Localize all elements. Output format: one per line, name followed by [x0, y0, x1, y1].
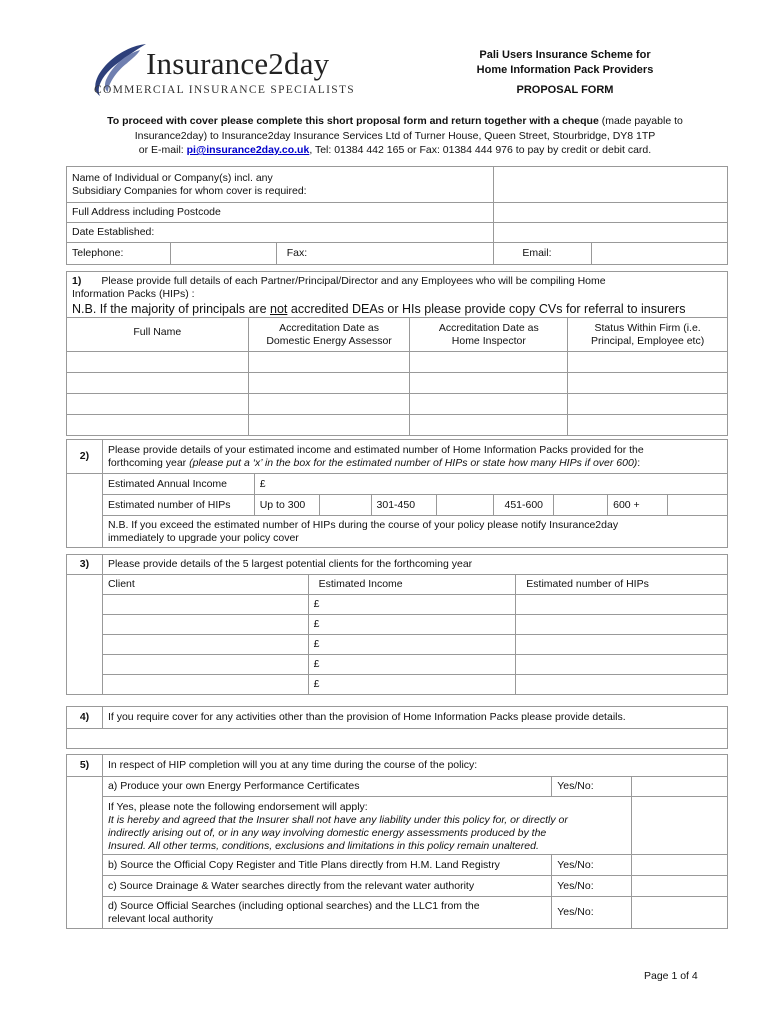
client-input[interactable] — [102, 635, 308, 655]
income-label: Estimated Annual Income — [102, 474, 254, 495]
spacer-cell — [67, 777, 103, 797]
yes-no-label: Yes/No: — [552, 897, 632, 929]
name-label-line1: Name of Individual or Company(s) incl. any — [72, 171, 273, 184]
col-status-line1: Status Within Firm (i.e. — [594, 322, 701, 334]
answer-b-input[interactable] — [632, 855, 728, 876]
fax-label: Fax: — [276, 243, 494, 265]
logo-tagline: COMMERCIAL INSURANCE SPECIALISTS — [94, 84, 355, 96]
section-2-number: 2) — [67, 440, 103, 474]
client-input[interactable] — [102, 655, 308, 675]
input-cell[interactable] — [410, 394, 568, 415]
table-row — [67, 373, 728, 394]
spacer-cell — [67, 655, 103, 675]
col-hi-line2: Home Inspector — [451, 335, 526, 347]
section-4-text: If you require cover for any activities other than the provision of Home Information Packs please provide details. — [102, 707, 727, 729]
section-3-text: Please provide details of the 5 largest potential clients for the forthcoming year — [102, 555, 727, 575]
table-row — [67, 415, 728, 436]
section-2-text-2-italic: (please put a ‘x’ in the box for the estimated number of HIPs or state how many HIPs if over 600) — [189, 456, 638, 469]
table-row — [67, 352, 728, 373]
hips-option-1-box[interactable] — [319, 495, 371, 516]
section-2-header — [102, 440, 727, 474]
name-label-line2: Subsidiary Companies for whom cover is required: — [72, 184, 307, 197]
input-cell[interactable] — [67, 373, 249, 394]
endorsement-blank — [632, 797, 728, 855]
col-estimated-hips: Estimated number of HIPs — [516, 575, 728, 595]
input-cell[interactable] — [568, 394, 728, 415]
col-estimated-income: Estimated Income — [308, 575, 516, 595]
col-full-name: Full Name — [67, 318, 249, 352]
hips-option-label: 301-450 — [371, 495, 437, 516]
col-client: Client — [102, 575, 308, 595]
question-d-line2: relevant local authority — [107, 912, 214, 925]
logo — [88, 40, 378, 102]
scheme-line-2: Home Information Pack Providers — [476, 64, 654, 76]
question-c: c) Source Drainage & Water searches directly from the relevant water authority — [102, 876, 551, 897]
details-table — [66, 166, 728, 265]
section-2-text-1: Please provide details of your estimated income and estimated number of Home Information Packs provided for the — [107, 443, 644, 456]
spacer-cell — [67, 495, 103, 516]
address-label: Full Address including Postcode — [67, 203, 494, 223]
table-row — [67, 635, 728, 655]
hips-option-3-box[interactable] — [554, 495, 608, 516]
question-d-line1: d) Source Official Searches (including optional searches) and the LLC1 from the — [107, 899, 480, 912]
section-2-nb-1: N.B. If you exceed the estimated number of HIPs during the course of your policy please notify Insurance2day — [107, 518, 619, 531]
client-input[interactable] — [102, 675, 308, 695]
name-label — [67, 167, 494, 203]
form-title: PROPOSAL FORM — [516, 84, 614, 96]
name-input[interactable] — [494, 167, 728, 203]
question-b: b) Source the Official Copy Register and Title Plans directly from H.M. Land Registry — [102, 855, 551, 876]
table-row — [67, 595, 728, 615]
income-input[interactable] — [254, 474, 727, 495]
hips-input[interactable] — [516, 655, 728, 675]
section-3-number: 3) — [67, 555, 103, 575]
spacer-cell — [67, 876, 103, 897]
email-input[interactable] — [592, 243, 728, 265]
spacer-cell — [67, 797, 103, 855]
table-row — [67, 675, 728, 695]
endorsement-line-1: It is hereby and agreed that the Insurer shall not have any liability under this policy for, or directly or — [107, 814, 568, 826]
col-dea-line2: Domestic Energy Assessor — [266, 335, 392, 347]
section-1-nb — [72, 303, 722, 316]
section-4-number: 4) — [67, 707, 103, 729]
input-cell[interactable] — [248, 394, 410, 415]
table-row — [67, 615, 728, 635]
spacer-cell — [67, 516, 103, 548]
hips-input[interactable] — [516, 595, 728, 615]
hips-label: Estimated number of HIPs — [102, 495, 254, 516]
section-1-nb-underlined: not — [270, 302, 288, 316]
section-1-text-2: Information Packs (HIPs) : — [72, 288, 195, 300]
spacer-cell — [67, 575, 103, 595]
input-cell[interactable] — [410, 373, 568, 394]
table-row — [67, 394, 728, 415]
input-cell[interactable] — [568, 415, 728, 436]
input-cell[interactable] — [248, 352, 410, 373]
col-dea-line1: Accreditation Date as — [279, 322, 379, 334]
endorsement-intro: If Yes, please note the following endorsement will apply: — [107, 801, 368, 813]
income-input[interactable]: £ — [308, 675, 516, 695]
scheme-line-1: Pali Users Insurance Scheme for — [479, 49, 651, 61]
spacer-cell — [67, 474, 103, 495]
table-row — [67, 655, 728, 675]
section-4-input[interactable] — [67, 729, 728, 749]
answer-c-input[interactable] — [632, 876, 728, 897]
section-2-nb — [102, 516, 727, 548]
endorsement — [102, 797, 631, 855]
input-cell[interactable] — [248, 415, 410, 436]
hips-option-label: 451-600 — [494, 495, 554, 516]
col-status-line2: Principal, Employee etc) — [591, 335, 705, 347]
income-input[interactable]: £ — [308, 635, 516, 655]
scheme-title — [445, 48, 685, 78]
logo-wordmark: Insurance2day — [146, 46, 330, 81]
col-dea-date — [248, 318, 410, 352]
spacer-cell — [67, 897, 103, 929]
date-established-input[interactable] — [494, 223, 728, 243]
telephone-label: Telephone: — [67, 243, 171, 265]
spacer-cell — [67, 855, 103, 876]
client-input[interactable] — [102, 595, 308, 615]
question-d — [102, 897, 551, 929]
section-2-text-2-post: : — [637, 456, 641, 469]
intro-line1-rest: (made payable to — [598, 115, 683, 127]
section-4-table — [66, 706, 728, 749]
spacer-cell — [67, 595, 103, 615]
section-2-nb-2: immediately to upgrade your policy cover — [107, 531, 299, 544]
yes-no-label: Yes/No: — [552, 855, 632, 876]
income-input[interactable]: £ — [308, 615, 516, 635]
currency-symbol: £ — [259, 477, 266, 490]
section-5-text: In respect of HIP completion will you at any time during the course of the policy: — [102, 755, 727, 777]
endorsement-line-2: indirectly arising out of, or in any way involving domestic energy assessments produced by the — [107, 827, 547, 839]
hips-option-label: 600 + — [608, 495, 668, 516]
input-cell[interactable] — [410, 415, 568, 436]
page-number: Page 1 of 4 — [644, 970, 698, 982]
hips-input[interactable] — [516, 635, 728, 655]
section-1-nb-pre: N.B. If the majority of principals are — [72, 302, 270, 316]
section-1-table — [66, 271, 728, 436]
answer-a-input[interactable] — [632, 777, 728, 797]
input-cell[interactable] — [67, 352, 249, 373]
address-input[interactable] — [494, 203, 728, 223]
yes-no-label: Yes/No: — [552, 777, 632, 797]
input-cell[interactable] — [410, 352, 568, 373]
section-2-text-2-pre: forthcoming year — [107, 456, 190, 469]
input-cell[interactable] — [67, 394, 249, 415]
client-input[interactable] — [102, 615, 308, 635]
section-1-number: 1) — [72, 275, 82, 287]
email-link[interactable]: pi@insurance2day.co.uk — [186, 144, 310, 156]
spacer-cell — [67, 635, 103, 655]
question-a: a) Produce your own Energy Performance Certificates — [102, 777, 551, 797]
yes-no-label: Yes/No: — [552, 876, 632, 897]
section-1-text-1: Please provide full details of each Partner/Principal/Director and any Employees who will be compiling Home — [101, 275, 606, 287]
section-1-header — [67, 272, 728, 318]
section-5-number: 5) — [67, 755, 103, 777]
income-input[interactable]: £ — [308, 655, 516, 675]
hips-option-label: Up to 300 — [254, 495, 319, 516]
hips-input[interactable] — [516, 615, 728, 635]
email-label: Email: — [494, 243, 592, 265]
intro-text — [40, 114, 750, 158]
input-cell[interactable] — [248, 373, 410, 394]
hips-input[interactable] — [516, 675, 728, 695]
endorsement-line-3: Insured. All other terms, conditions, exclusions and limitations in this policy remain unaltered. — [107, 840, 539, 852]
col-status — [568, 318, 728, 352]
telephone-input[interactable] — [170, 243, 276, 265]
spacer-cell — [67, 675, 103, 695]
col-hi-date — [410, 318, 568, 352]
hips-option-4-box[interactable] — [668, 495, 728, 516]
spacer-cell — [67, 615, 103, 635]
section-3-table — [66, 554, 728, 695]
intro-line3-pre: or E-mail: — [138, 144, 187, 156]
date-established-label: Date Established: — [67, 223, 494, 243]
section-1-nb-post: accredited DEAs or HIs please provide copy CVs for referral to insurers — [287, 302, 686, 316]
col-hi-line1: Accreditation Date as — [438, 322, 539, 334]
hips-option-2-box[interactable] — [437, 495, 494, 516]
input-cell[interactable] — [67, 415, 249, 436]
intro-bold: To proceed with cover please complete this short proposal form and return together with a cheque — [107, 115, 599, 127]
section-2-table — [66, 439, 728, 548]
section-5-table — [66, 754, 728, 929]
intro-line3-post: , Tel: 01384 442 165 or Fax: 01384 444 976 to pay by credit or debit card. — [309, 144, 652, 156]
input-cell[interactable] — [568, 373, 728, 394]
answer-d-input[interactable] — [632, 897, 728, 929]
input-cell[interactable] — [568, 352, 728, 373]
intro-line2: Insurance2day) to Insurance2day Insurance Services Ltd of Turner House, Queen Street, Stourbridge, DY8 1TP — [134, 129, 656, 142]
income-input[interactable]: £ — [308, 595, 516, 615]
